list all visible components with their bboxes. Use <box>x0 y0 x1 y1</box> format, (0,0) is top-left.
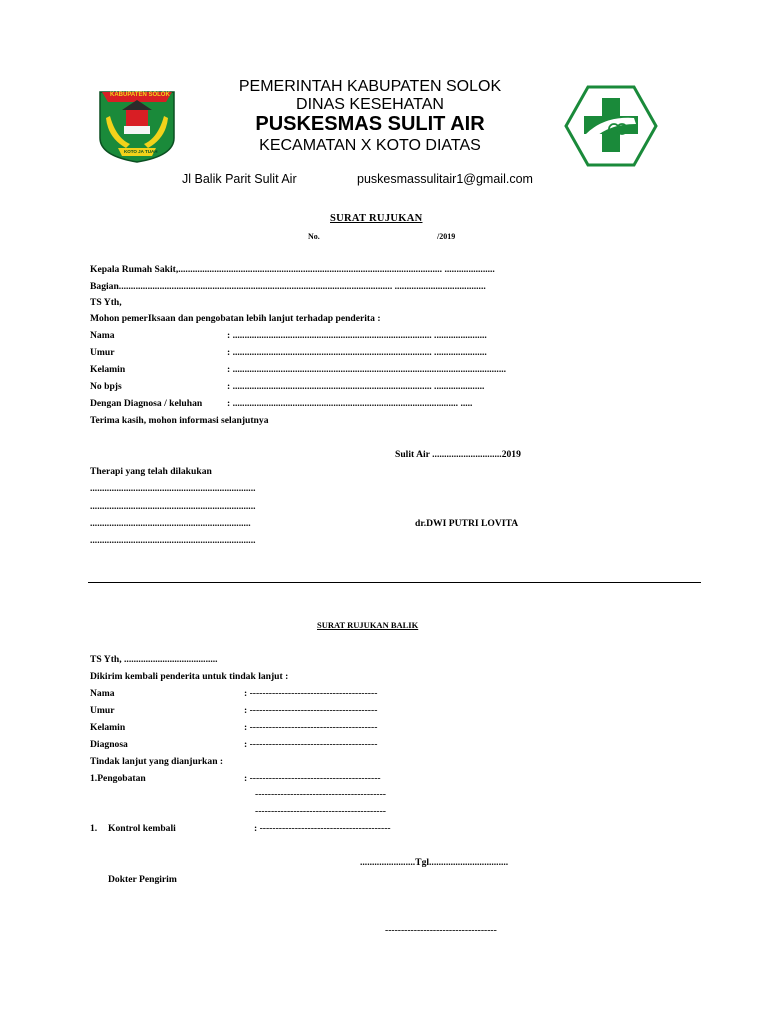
signature-line: ----------------------------------- <box>385 925 497 936</box>
kepala-rs-line: Kepala Rumah Sakit,.............................................................................................................. ..................... <box>90 264 495 275</box>
bagian-line: Bagian.................................................................................................................. ...................................... <box>90 281 486 292</box>
puskesmas-logo <box>564 84 658 168</box>
pengobatan-line: ----------------------------------------- <box>255 806 386 817</box>
dikirim-text: Dikirim kembali penderita untuk tindak lanjut : <box>90 671 289 682</box>
section-divider <box>88 582 701 583</box>
kontrol-label: Kontrol kembali <box>108 823 176 834</box>
pengobatan-value: : ----------------------------------------- <box>244 773 381 784</box>
puskesmas-cross-icon <box>564 84 658 168</box>
field-label-umur: Umur <box>90 347 115 358</box>
balik-value-diagnosa: : ---------------------------------------- <box>244 739 378 750</box>
dokter-pengirim: Dokter Pengirim <box>108 874 177 885</box>
logo-left-text: KABUPATEN SOLOK <box>110 92 170 98</box>
field-value-kelamin: : .................................................................................................................. <box>227 364 507 375</box>
terapi-line: ..................................................................... <box>90 483 256 494</box>
pengobatan-label: 1.Pengobatan <box>90 773 146 784</box>
header-line-4: KECAMATAN X KOTO DIATAS <box>259 137 481 154</box>
terapi-line: ..................................................................... <box>90 501 256 512</box>
terima-kasih: Terima kasih, mohon informasi selanjutnya <box>90 415 269 426</box>
logo-left-motto: KOTO JA TUAH <box>124 149 158 154</box>
tindak-lanjut-label: Tindak lanjut yang dianjurkan : <box>90 756 224 767</box>
surat-rujukan-balik-title: SURAT RUJUKAN BALIK <box>317 620 419 630</box>
doctor-name: dr.DWI PUTRI LOVITA <box>415 518 519 529</box>
balik-label-umur: Umur <box>90 705 115 716</box>
no-label: No. <box>308 232 320 241</box>
field-value-nama: : ................................................................................... ...................... <box>227 330 487 341</box>
address: Jl Balik Parit Sulit Air <box>182 172 297 186</box>
surat-rujukan-title: SURAT RUJUKAN <box>330 213 423 224</box>
balik-label-diagnosa: Diagnosa <box>90 739 128 750</box>
field-value-bpjs: : ................................................................................... ..................... <box>227 381 485 392</box>
header-line-3: PUSKESMAS SULIT AIR <box>255 113 485 135</box>
header-line-1: PEMERINTAH KABUPATEN SOLOK <box>238 78 502 95</box>
balik-label-nama: Nama <box>90 688 115 699</box>
mohon-text: Mohon pemerIksaan dan pengobatan lebih lanjut terhadap penderita : <box>90 313 381 324</box>
email: puskesmassulitair1@gmail.com <box>357 172 533 186</box>
header-line-2: DINAS KESEHATAN <box>296 96 444 113</box>
balik-label-kelamin: Kelamin <box>90 722 126 733</box>
tgl-line: .......................Tgl................................. <box>360 857 509 868</box>
kontrol-value: : ----------------------------------------- <box>254 823 391 834</box>
terapi-line: ................................................................... <box>90 518 251 529</box>
field-value-umur: : ................................................................................... ...................... <box>227 347 487 358</box>
field-label-nama: Nama <box>90 330 115 341</box>
field-label-diagnosa: Dengan Diagnosa / keluhan <box>90 398 203 409</box>
pengobatan-line: ----------------------------------------- <box>255 789 386 800</box>
ts-yth: TS Yth, <box>90 297 122 308</box>
terapi-line: ..................................................................... <box>90 535 256 546</box>
balik-value-nama: : ---------------------------------------- <box>244 688 378 699</box>
place-date: Sulit Air .............................2019 <box>395 449 521 460</box>
balik-ts-yth: TS Yth, ....................................... <box>90 654 218 665</box>
kontrol-number: 1. <box>90 823 98 834</box>
field-label-kelamin: Kelamin <box>90 364 126 375</box>
no-year: /2019 <box>437 232 456 241</box>
field-value-diagnosa: : .............................................................................................. ..... <box>227 398 473 409</box>
balik-value-umur: : ---------------------------------------- <box>244 705 378 716</box>
field-label-bpjs: No bpjs <box>90 381 122 392</box>
balik-value-kelamin: : ---------------------------------------- <box>244 722 378 733</box>
terapi-label: Therapi yang telah dilakukan <box>90 466 212 477</box>
